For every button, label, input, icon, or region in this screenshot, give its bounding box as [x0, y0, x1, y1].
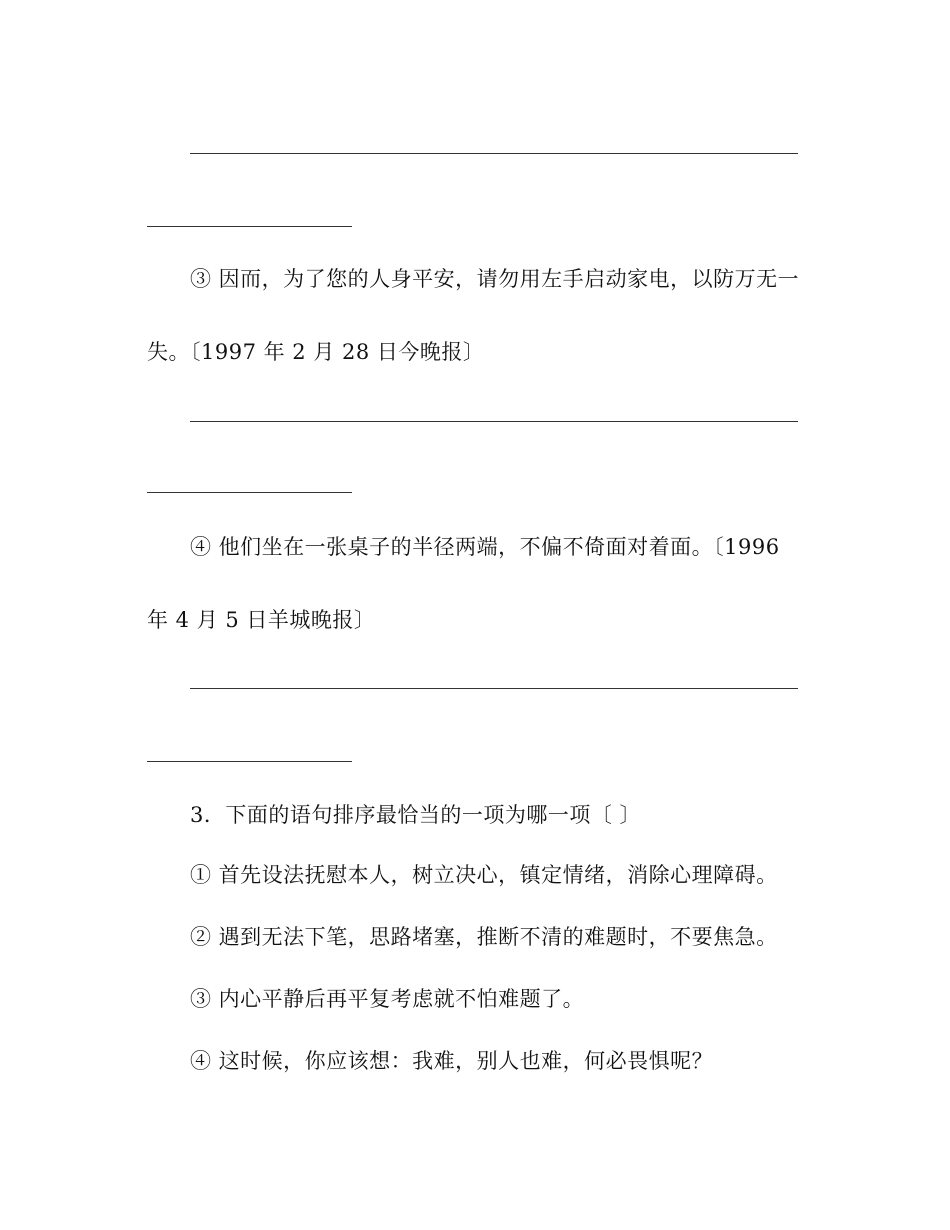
- question-3-stem: 3．下面的语句排序最恰当的一项为哪一项〔 〕: [190, 803, 642, 827]
- answer-blank-line-continuation: [147, 761, 352, 762]
- answer-blank-line: [190, 153, 798, 154]
- question-3-option-2: ② 遇到无法下笔，思路堵塞，推断不清的难题时，不要焦急。: [190, 925, 778, 949]
- sentence-4-line-2: 年 4 月 5 日羊城晚报〕: [147, 608, 376, 632]
- answer-blank-line-continuation: [147, 226, 352, 227]
- answer-blank-line: [190, 688, 798, 689]
- sentence-3-line-1: ③ 因而，为了您的人身平安，请勿用左手启动家电，以防万无一: [190, 267, 800, 291]
- answer-blank-line-continuation: [147, 492, 352, 493]
- question-3-option-4: ④ 这时候，你应该想：我难，别人也难，何必畏惧呢？: [190, 1049, 714, 1073]
- answer-blank-line: [190, 421, 798, 422]
- sentence-3-line-2: 失。〔1997 年 2 月 28 日今晚报〕: [147, 340, 485, 364]
- sentence-4-line-1: ④ 他们坐在一张桌子的半径两端，不偏不倚面对着面。〔1996: [190, 535, 780, 559]
- question-3-option-1: ① 首先设法抚慰本人，树立决心，镇定情绪，消除心理障碍。: [190, 863, 778, 887]
- question-3-option-3: ③ 内心平静后再平复考虑就不怕难题了。: [190, 987, 585, 1011]
